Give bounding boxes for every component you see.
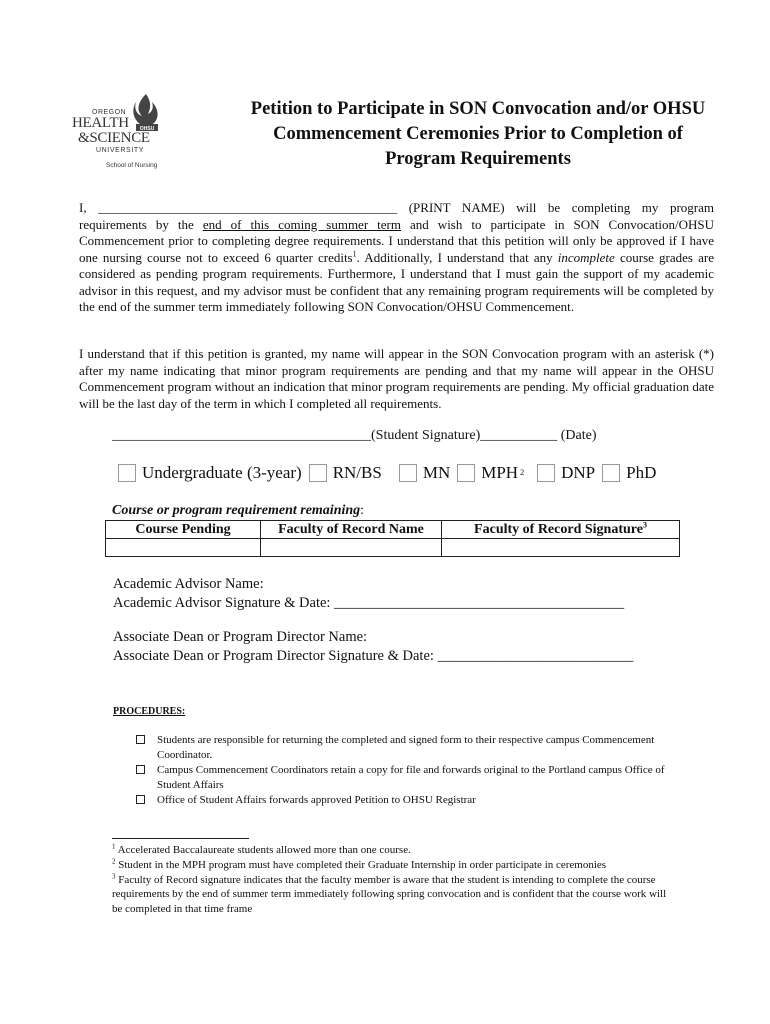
faculty-name-cell[interactable] [261,539,442,557]
list-item [136,763,676,792]
table-row [106,539,680,557]
faculty-signature-cell[interactable] [442,539,680,557]
undergrad-checkbox[interactable] [118,464,136,482]
footnotes [112,843,672,917]
rnbs-checkbox[interactable] [309,464,327,482]
col-faculty-signature-text: Faculty of Record Signature [474,521,643,537]
logo-badge-text: OHSU [139,126,155,132]
dnp-label: DNP [561,463,596,482]
phd-label: PhD [626,463,657,482]
footnote-1 [112,843,672,858]
footnote-3 [112,873,672,917]
student-signature-line[interactable]: _____________________________________(Student Signature)___________ (Date) [112,428,597,443]
footnote-number: 1 [112,842,116,851]
intro-italic-word: incomplete [557,249,615,265]
document-title: Petition to Participate in SON Convocation and/or OHSU Commencement Ceremonies Prior to Completion of Program Requirements [250,99,706,169]
logo-health: HEALTH [72,115,129,131]
list-item [136,793,676,808]
footnote-ref-1: 1 [352,249,357,259]
col-faculty-signature [442,521,680,539]
procedures-title: PROCEDURES: [113,706,186,717]
footnote-divider [112,838,249,839]
logo-oregon: OREGON [92,109,127,116]
advisor-name-field[interactable]: Academic Advisor Name: [113,576,264,592]
phd-checkbox[interactable] [602,464,620,482]
procedure-text: Campus Commencement Coordinators retain a copy for file and forwards original to the Portland campus Office of Student Affairs [157,764,665,791]
requirement-label-text: Course or program requirement remaining [112,503,361,518]
mn-label: MN [422,463,451,482]
course-pending-cell[interactable] [106,539,261,557]
logo-school-of-nursing: School of Nursing [106,162,158,169]
ohsu-logo [72,92,164,174]
advisor-signature-field[interactable]: Academic Advisor Signature & Date: ________________________________________ [113,595,625,611]
col-faculty-name: Faculty of Record Name [261,521,442,539]
procedure-checkbox[interactable] [136,735,145,744]
rnbs-label: RN/BS [332,463,382,482]
footnote-2 [112,858,672,873]
requirement-table [105,520,680,557]
list-item [136,733,676,762]
program-selection: Undergraduate (3-year) RN/BS MN MPH 2 DNP PhD [118,463,663,483]
footnote-number: 3 [112,871,116,880]
flame-emblem-icon [130,92,162,132]
undergrad-label: Undergraduate (3-year) [142,463,302,482]
intro-text-b: and wish to participate in SON Convocation/OHSU Commencement prior to completing degree requirements. I understand that this petition will only be approved if I have one nursing course not to exceed 6 quarter credits [79,216,714,265]
intro-text-a: I, ______________________________________________ (PRINT NAME) will be completing my program requirements by the [79,200,714,232]
col-faculty-signature-footnote: 3 [642,519,647,529]
paragraph-name-listing: I understand that if this petition is granted, my name will appear in the SON Convocation program with an asterisk (*) after my name indicating that minor program requirements are pending and that my name will appear in the OHSU Commencement program without an indication that minor program requirements are pending. My official graduation date will be the last day of the term in which I completed all requirements. [79,346,714,411]
table-header-row [106,521,680,539]
logo-science: &SCIENCE [78,130,150,146]
intro-underlined-term: end of this coming summer term [202,216,401,232]
dean-name-field[interactable]: Associate Dean or Program Director Name: [113,629,368,645]
intro-text-d: course grades are considered as pending program requirements. Furthermore, I understand that I must gain the support of my academic advisor in this request, and my advisor must be confident that any remaining program requirements will be completed by the end of the summer term immediately following SON Convocation/OHSU Commencement. [79,249,714,314]
mn-checkbox[interactable] [399,464,417,482]
mph-checkbox[interactable] [457,464,475,482]
col-course-pending: Course Pending [106,521,261,539]
procedures-list [136,733,676,809]
intro-text-c: . Additionally, I understand that any [356,249,558,265]
footnote-text: Faculty of Record signature indicates that the faculty member is aware that the student is intending to complete the course requirements by the end of summer term immediately following spring convocation and is confident that the course work will be completed in that time frame [112,873,667,916]
requirement-label [112,503,364,519]
footnote-number: 2 [112,857,116,866]
footnote-text: Student in the MPH program must have completed their Graduate Internship in order participate in ceremonies [115,858,607,871]
dnp-checkbox[interactable] [537,464,555,482]
procedure-checkbox[interactable] [136,795,145,804]
procedure-text: Office of Student Affairs forwards approved Petition to OHSU Registrar [157,794,476,806]
dean-signature-field[interactable]: Associate Dean or Program Director Signature & Date: ___________________________ [113,648,634,664]
procedure-text: Students are responsible for returning the completed and signed form to their respective campus Commencement Coordinator. [157,734,655,761]
logo-university: UNIVERSITY [96,147,145,154]
paragraph-intro [79,200,714,316]
requirement-label-colon: : [360,503,365,518]
mph-label: MPH [481,463,519,482]
procedure-checkbox[interactable] [136,765,145,774]
footnote-text: Accelerated Baccalaureate students allowed more than one course. [115,844,411,856]
